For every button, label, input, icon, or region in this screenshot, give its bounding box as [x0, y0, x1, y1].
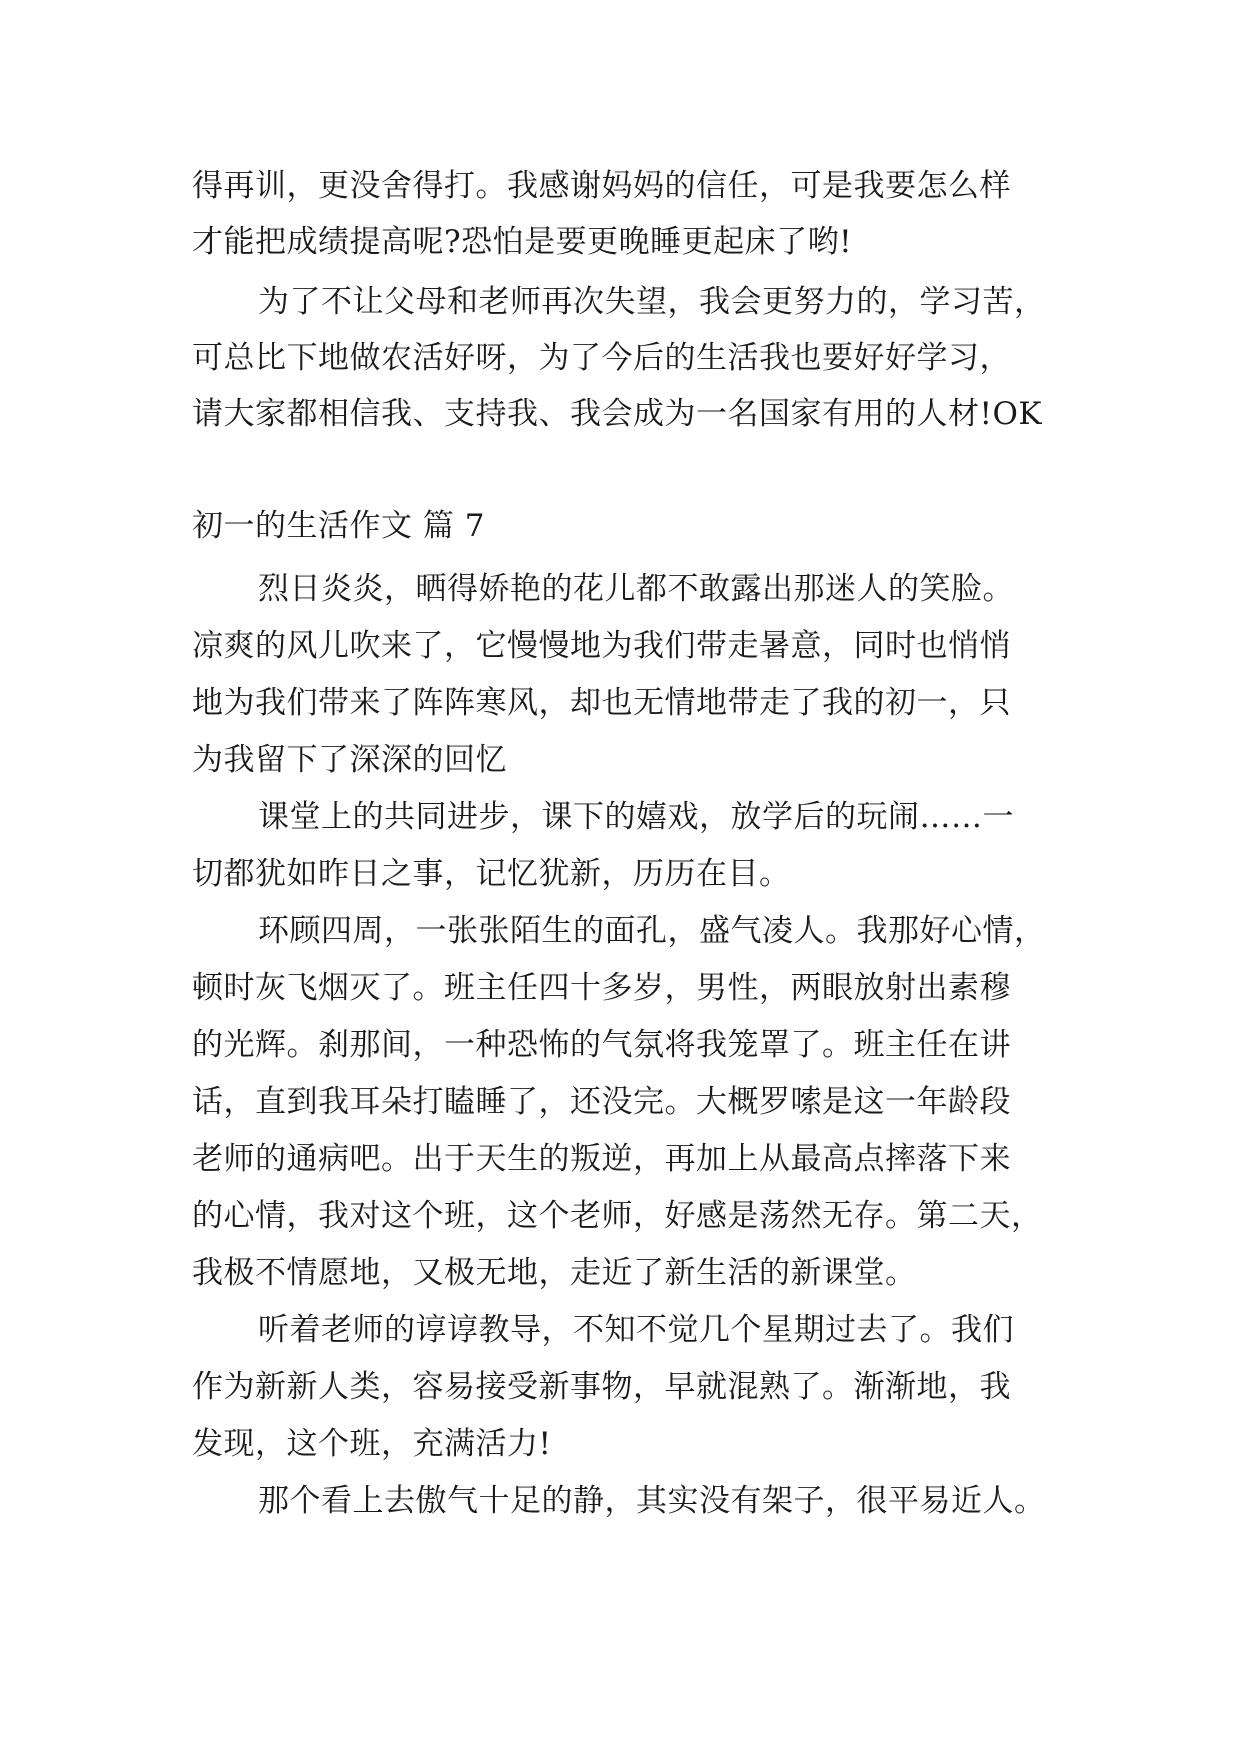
paragraph-line: 为我留下了深深的回忆	[192, 742, 507, 778]
paragraph-line: 课堂上的共同进步，课下的嬉戏，放学后的玩闹……一	[258, 799, 1014, 835]
paragraph-line: 环顾四周，一张张陌生的面孔，盛气凌人。我那好心情，	[258, 913, 1046, 949]
paragraph-line: 话，直到我耳朵打瞌睡了，还没完。大概罗嗦是这一年龄段	[192, 1084, 1011, 1120]
paragraph-line: 的光辉。刹那间，一种恐怖的气氛将我笼罩了。班主任在讲	[192, 1027, 1011, 1063]
paragraph-line: 切都犹如昨日之事，记忆犹新，历历在目。	[192, 856, 791, 892]
paragraph-line: 为了不让父母和老师再次失望，我会更努力的，学习苦，	[258, 284, 1046, 320]
paragraph-line: 那个看上去傲气十足的静，其实没有架子，很平易近人。	[258, 1483, 1046, 1519]
paragraph-line: 听着老师的谆谆教导，不知不觉几个星期过去了。我们	[258, 1312, 1014, 1348]
paragraph-line: 发现，这个班，充满活力!	[192, 1426, 552, 1462]
paragraph-line: 得再训，更没舍得打。我感谢妈妈的信任，可是我要怎么样	[192, 168, 1011, 204]
paragraph-line: 地为我们带来了阵阵寒风，却也无情地带走了我的初一，只	[192, 685, 1011, 721]
paragraph-line: 顿时灰飞烟灭了。班主任四十多岁，男性，两眼放射出素穆	[192, 970, 1011, 1006]
paragraph-line: 凉爽的风儿吹来了，它慢慢地为我们带走暑意，同时也悄悄	[192, 628, 1011, 664]
paragraph-line: 才能把成绩提高呢?恐怕是要更晚睡更起床了哟!	[192, 224, 853, 260]
paragraph-line: 作为新新人类，容易接受新事物，早就混熟了。渐渐地，我	[192, 1369, 1011, 1405]
paragraph-line: 烈日炎炎，晒得娇艳的花儿都不敢露出那迷人的笑脸。	[258, 571, 1014, 607]
paragraph-line: 请大家都相信我、支持我、我会成为一名国家有用的人材!OK	[192, 396, 1043, 432]
paragraph-line: 老师的通病吧。出于天生的叛逆，再加上从最高点摔落下来	[192, 1141, 1011, 1177]
paragraph-line: 的心情，我对这个班，这个老师，好感是荡然无存。第二天，	[192, 1198, 1043, 1234]
section-heading: 初一的生活作文 篇 7	[192, 508, 485, 544]
paragraph-line: 可总比下地做农活好呀，为了今后的生活我也要好好学习，	[192, 340, 1011, 376]
paragraph-line: 我极不情愿地，又极无地，走近了新生活的新课堂。	[192, 1255, 917, 1291]
